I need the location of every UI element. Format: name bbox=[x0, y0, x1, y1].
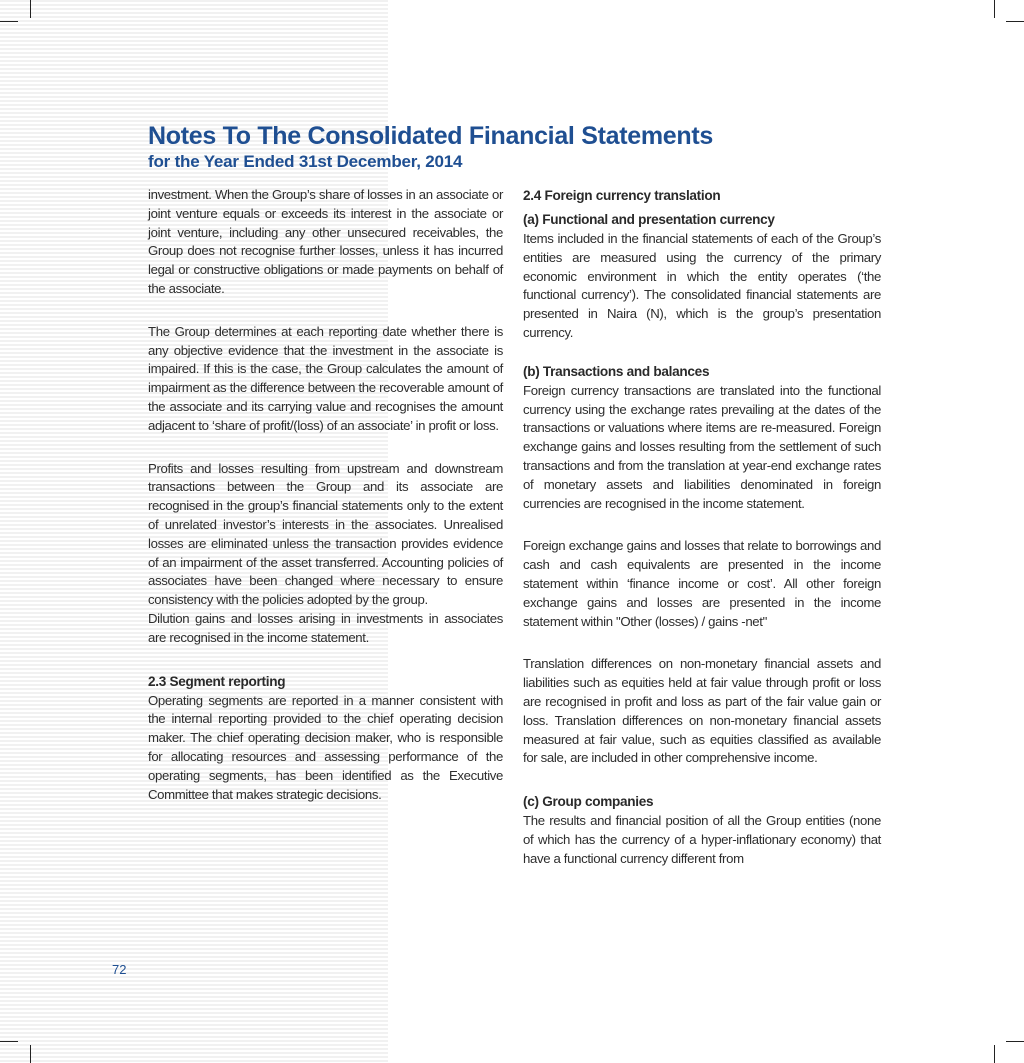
left-column bbox=[148, 186, 503, 804]
paragraph-dilution: Dilution gains and losses arising in investments in associates are recognised in the income statement. bbox=[148, 610, 503, 645]
crop-mark bbox=[30, 1045, 31, 1063]
heading-functional-currency: (a) Functional and presentation currency bbox=[523, 212, 775, 227]
crop-mark bbox=[30, 0, 31, 18]
page-header bbox=[148, 120, 908, 172]
paragraph-impairment: The Group determines at each reporting date whether there is any objective evidence that the investment in the associate is impaired. If this is the case, the Group calculates the amount of impairment as the difference between the recoverable amount of the associate and its carrying value and recognises the amount adjacent to ‘share of profit/(loss) of an associate’ in profit or loss. bbox=[148, 323, 503, 433]
right-column bbox=[523, 186, 881, 869]
crop-mark bbox=[0, 21, 18, 22]
heading-group-companies: (c) Group companies bbox=[523, 794, 654, 810]
paragraph-segment-reporting: Operating segments are reported in a manner consistent with the internal reporting provided to the chief operating decision maker. The chief operating decision maker, who is responsible for allocating resources and assessing performance of the operating segments, has been identified as the Executive Committee that makes strategic decisions. bbox=[148, 692, 503, 802]
paragraph-upstream-downstream: Profits and losses resulting from upstream and downstream transactions between the Group and its associate are recognised in the group’s financial statements only to the extent of unrelated investor’s interests in the associates. Unrealised losses are eliminated unless the transaction provides evidence of an impairment of the asset transferred. Accounting policies of associates have been changed where necessary to ensure consistency with the policies adopted by the group. bbox=[148, 460, 503, 608]
paragraph-associate-losses: investment. When the Group’s share of losses in an associate or joint venture equals or exceeds its interest in the associate or joint venture, including any other unsecured receivables, the Group does not recognise further losses, unless it has incurred legal or constructive obligations or made payments on behalf of the associate. bbox=[148, 187, 503, 296]
paragraph-translation-differences: Translation differences on non-monetary financial assets and liabilities such as equities held at fair value through profit or loss are recognised in profit and loss as part of the fair value gain or loss. Translation differences on non-monetary financial assets measured at fair value, such as equities classified as available for sale, are included in other comprehensive income. bbox=[523, 656, 881, 766]
paragraph-transactions: Foreign currency transactions are translated into the functional currency using the exchange rates prevailing at the dates of the transactions or valuations where items are re-measured. Foreign exchange gains and losses resulting from the settlement of such transactions and from the translation at year-end exchange rates of monetary assets and liabilities denominated in foreign currencies are recognised in the income statement. bbox=[523, 382, 881, 511]
crop-mark bbox=[0, 1041, 18, 1042]
paragraph-group-companies: The results and financial position of all the Group entities (none of which has the currency of a hyper-inflationary economy) that have a functional currency different from bbox=[523, 813, 881, 866]
paragraph-functional-currency: Items included in the financial statements of each of the Group’s entities are measured using the currency of the primary economic environment in which the entity operates (‘the functional currency’). The consolidated financial statements are presented in Naira (N), which is the group’s presentation currency. bbox=[523, 231, 881, 340]
page-subtitle: for the Year Ended 31st December, 2014 bbox=[148, 152, 463, 171]
crop-mark bbox=[1006, 21, 1024, 22]
page-title: Notes To The Consolidated Financial Statements bbox=[148, 122, 713, 150]
paragraph-fx-gains-losses: Foreign exchange gains and losses that relate to borrowings and cash and cash equivalents are presented in the income statement within ‘finance income or cost’. All other foreign exchange gains and losses are presented in the income statement within "Other (losses) / gains -net" bbox=[523, 538, 881, 629]
heading-foreign-currency-translation: 2.4 Foreign currency translation bbox=[523, 188, 721, 203]
heading-segment-reporting: 2.3 Segment reporting bbox=[148, 673, 286, 689]
heading-transactions-balances: (b) Transactions and balances bbox=[523, 363, 710, 379]
crop-mark bbox=[994, 1045, 995, 1063]
crop-mark bbox=[994, 0, 995, 18]
crop-mark bbox=[1006, 1041, 1024, 1042]
page-number: 72 bbox=[112, 962, 127, 977]
